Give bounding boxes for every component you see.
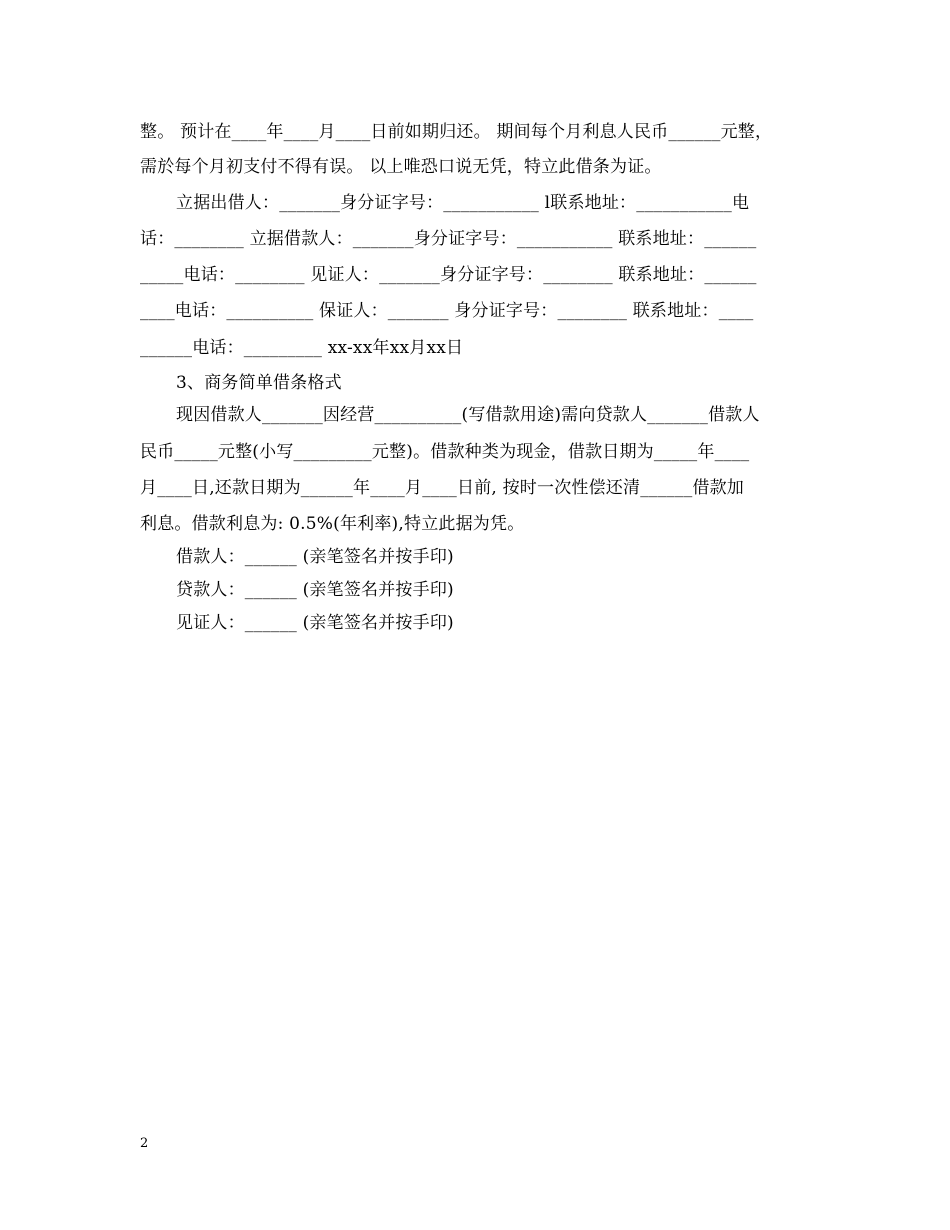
section-heading: 3、商务简单借条格式 xyxy=(176,373,342,393)
paragraph-line-2: 需於每个月初支付不得有误。 以上唯恐口说无凭，特立此借条为证。 xyxy=(140,157,662,177)
signature-line-lender: 贷款人：______ (亲笔签名并按手印) xyxy=(176,580,454,600)
paragraph-line-10: 民币_____元整(小写_________元整)。借款种类为现金，借款日期为_____年____ xyxy=(140,442,750,462)
signature-line-borrower: 借款人：______ (亲笔签名并按手印) xyxy=(176,547,454,567)
paragraph-line-7: ______电话：_________ xx-xx年xx月xx日 xyxy=(140,338,464,358)
paragraph-line-6: ____电话：__________ 保证人：_______ 身分证字号：________ 联系地址：____ xyxy=(140,301,754,321)
paragraph-line-9: 现因借款人_______因经营__________(写借款用途)需向贷款人_______借款人 xyxy=(176,405,760,425)
paragraph-line-1: 整。 预计在____年____月____日前如期归还。 期间每个月利息人民币______元整， xyxy=(140,122,773,142)
signature-line-witness: 见证人：______ (亲笔签名并按手印) xyxy=(176,613,454,633)
paragraph-line-4: 话：________ 立据借款人：_______身分证字号：___________ 联系地址：______ xyxy=(140,229,757,249)
paragraph-line-3: 立据出借人：_______身分证字号：___________ l联系地址：___________电 xyxy=(176,193,750,213)
paragraph-line-5: _____电话：________ 见证人：_______身分证字号：________ 联系地址：______ xyxy=(140,265,757,285)
paragraph-line-12: 利息。借款利息为: 0.5%(年利率),特立此据为凭。 xyxy=(140,514,525,534)
paragraph-line-11: 月____日,还款日期为______年____月____日前, 按时一次性偿还清______借款加 xyxy=(140,478,745,498)
page-number: 2 xyxy=(140,1136,149,1151)
